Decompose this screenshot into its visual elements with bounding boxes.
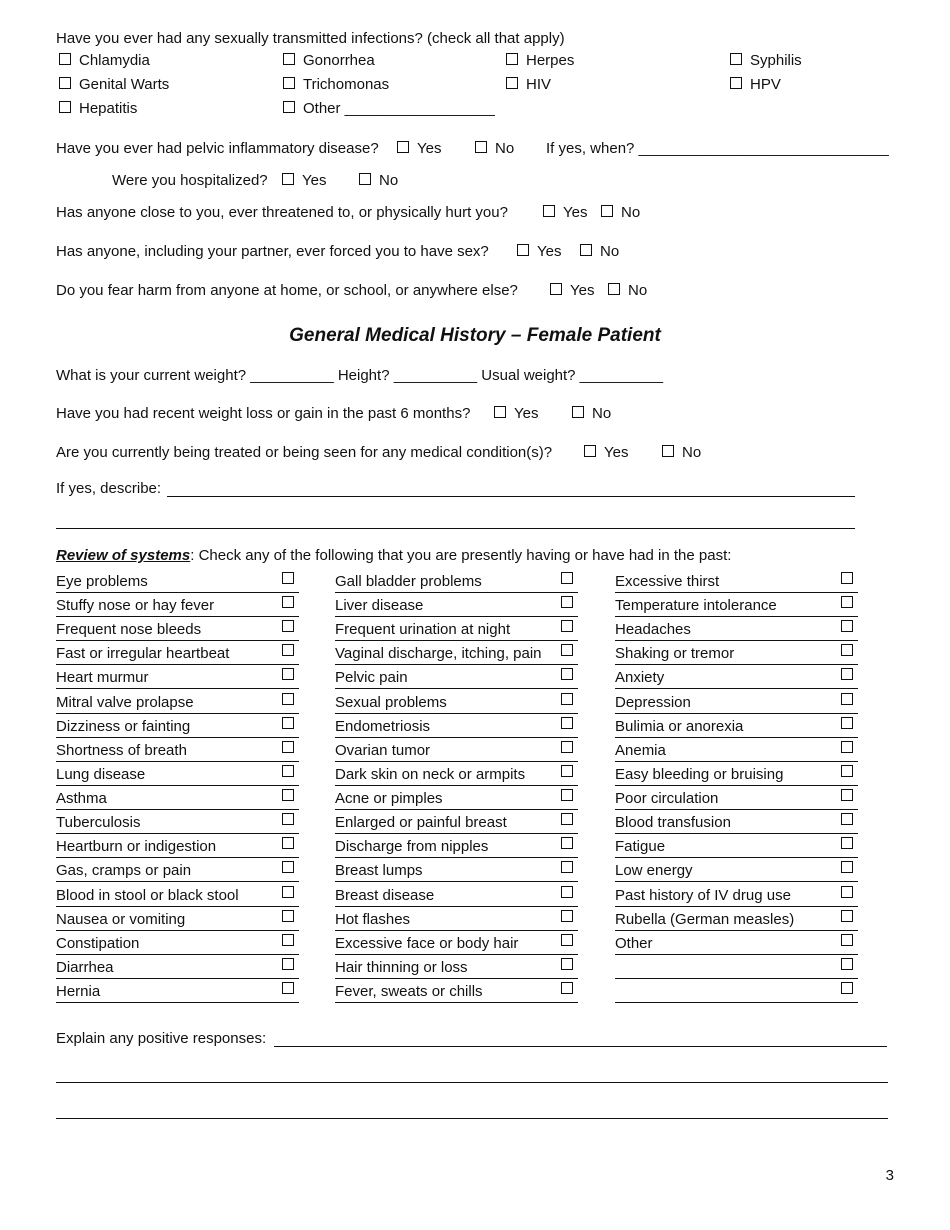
ros-item-label: Other bbox=[615, 934, 653, 952]
ros-item[interactable] bbox=[335, 909, 578, 931]
ros-item-label: Endometriosis bbox=[335, 717, 431, 735]
ros-item-label: Fever, sweats or chills bbox=[335, 983, 483, 1001]
ros-item-checkbox[interactable] bbox=[841, 693, 853, 705]
ros-item[interactable] bbox=[615, 957, 858, 979]
treated-yes-checkbox[interactable] bbox=[584, 445, 596, 457]
ros-item[interactable] bbox=[615, 692, 858, 714]
ros-item-label: Gas, cramps or pain bbox=[56, 862, 192, 880]
ros-item-underline bbox=[335, 1002, 578, 1003]
ros-item-label: Breast lumps bbox=[335, 862, 423, 880]
ros-item-label: Poor circulation bbox=[615, 790, 719, 808]
ros-item[interactable] bbox=[56, 933, 299, 955]
treated-yes-label: Yes bbox=[604, 444, 629, 461]
ros-item-label: Excessive thirst bbox=[615, 573, 720, 590]
sti-hiv-label: HIV bbox=[526, 76, 552, 93]
pid-yes-checkbox[interactable] bbox=[397, 141, 409, 153]
ros-item-label: Frequent nose bleeds bbox=[56, 621, 202, 639]
ros-item[interactable] bbox=[56, 571, 299, 593]
hospitalized-no-label: No bbox=[379, 172, 399, 189]
ros-item-checkbox[interactable] bbox=[841, 668, 853, 680]
ros-instruction: Check any of the following that you are presently having or have had in the past: bbox=[194, 547, 732, 564]
ros-item-underline bbox=[56, 713, 299, 714]
ros-item[interactable] bbox=[615, 571, 858, 593]
ros-heading-title: Review of systems bbox=[56, 547, 191, 564]
ros-item[interactable] bbox=[56, 643, 299, 665]
ros-item-checkbox[interactable] bbox=[841, 861, 853, 873]
ros-item-underline bbox=[56, 809, 299, 810]
ros-item-checkbox[interactable] bbox=[561, 596, 573, 608]
pid-when-field[interactable]: If yes, when? ______________________________ bbox=[546, 140, 889, 157]
ros-item[interactable] bbox=[615, 860, 858, 882]
ros-item-underline bbox=[615, 664, 858, 665]
ros-item-checkbox[interactable] bbox=[561, 789, 573, 801]
ros-item-underline bbox=[335, 906, 578, 907]
ros-item-checkbox[interactable] bbox=[841, 982, 853, 994]
pid-yes-label: Yes bbox=[417, 140, 442, 157]
ros-item[interactable] bbox=[335, 740, 578, 762]
ros-item[interactable] bbox=[56, 957, 299, 979]
ros-item[interactable] bbox=[335, 764, 578, 786]
ros-item-label: Past history of IV drug use bbox=[615, 886, 791, 904]
ros-item-underline bbox=[56, 592, 299, 593]
ros-item-checkbox[interactable] bbox=[282, 837, 294, 849]
ros-item-label: Rubella (German measles) bbox=[615, 910, 795, 928]
sti-gonorrhea-label: Gonorrhea bbox=[303, 52, 375, 69]
ros-item-checkbox[interactable] bbox=[841, 741, 853, 753]
ros-item[interactable] bbox=[335, 571, 578, 593]
ros-item-label: Shaking or tremor bbox=[615, 645, 735, 663]
ros-item-label: Headaches bbox=[615, 621, 691, 639]
sti-question: Have you ever had any sexually transmitted infections? (check all that apply) bbox=[56, 30, 565, 47]
hospitalized-no-checkbox[interactable] bbox=[359, 173, 371, 185]
ros-item-label: Shortness of breath bbox=[56, 741, 187, 759]
ros-item[interactable] bbox=[335, 643, 578, 665]
weight-change-no-checkbox[interactable] bbox=[572, 406, 584, 418]
ros-item-underline bbox=[615, 809, 858, 810]
ros-item-underline bbox=[335, 978, 578, 979]
ros-item[interactable] bbox=[615, 595, 858, 617]
ros-item-checkbox[interactable] bbox=[282, 741, 294, 753]
ros-item-label: Hot flashes bbox=[335, 910, 411, 928]
ros-item-checkbox[interactable] bbox=[561, 886, 573, 898]
ros-item-label: Dark skin on neck or armpits bbox=[335, 765, 526, 783]
sti-syphilis-checkbox[interactable] bbox=[730, 53, 742, 65]
ros-item[interactable] bbox=[56, 667, 299, 689]
ros-item-checkbox[interactable] bbox=[561, 572, 573, 584]
pid-no-label: No bbox=[495, 140, 515, 157]
ros-item[interactable] bbox=[335, 860, 578, 882]
ros-item-label: Pelvic pain bbox=[335, 669, 408, 687]
ros-item-underline bbox=[335, 592, 578, 593]
ros-item-checkbox[interactable] bbox=[282, 644, 294, 656]
ros-item[interactable] bbox=[615, 981, 858, 1003]
ros-item-label: Tuberculosis bbox=[56, 814, 141, 832]
ros-item-checkbox[interactable] bbox=[282, 620, 294, 632]
ros-item-checkbox[interactable] bbox=[282, 717, 294, 729]
ros-item[interactable] bbox=[335, 812, 578, 834]
ros-item-underline bbox=[335, 616, 578, 617]
ros-item-label: Depression bbox=[615, 693, 691, 711]
threatened-yes-label: Yes bbox=[563, 204, 588, 221]
ros-item-checkbox[interactable] bbox=[561, 861, 573, 873]
ros-item-checkbox[interactable] bbox=[841, 934, 853, 946]
ros-item-underline bbox=[56, 978, 299, 979]
ros-item[interactable] bbox=[56, 860, 299, 882]
ros-item-underline bbox=[615, 906, 858, 907]
forced-yes-checkbox[interactable] bbox=[517, 244, 529, 256]
forced-question: Has anyone, including your partner, ever forced you to have sex? bbox=[56, 243, 489, 260]
ros-item[interactable] bbox=[615, 716, 858, 738]
explain-label: Explain any positive responses: bbox=[56, 1030, 267, 1047]
ros-item-checkbox[interactable] bbox=[841, 765, 853, 777]
forced-no-label: No bbox=[600, 243, 620, 260]
ros-item-underline bbox=[56, 881, 299, 882]
ros-item[interactable] bbox=[56, 716, 299, 738]
ros-item-label: Gall bladder problems bbox=[335, 573, 482, 590]
sti-hepatitis-checkbox[interactable] bbox=[59, 101, 71, 113]
sti-gonorrhea-checkbox[interactable] bbox=[283, 53, 295, 65]
ros-item-label: Fatigue bbox=[615, 838, 666, 856]
describe-line-1[interactable] bbox=[167, 496, 855, 497]
ros-item-label: Low energy bbox=[615, 862, 693, 880]
ros-item-underline bbox=[615, 688, 858, 689]
ros-item-underline bbox=[335, 785, 578, 786]
ros-item-label: Breast disease bbox=[335, 886, 435, 904]
treated-question: Are you currently being treated or being seen for any medical condition(s)? bbox=[56, 444, 553, 461]
ros-item-label: Sexual problems bbox=[335, 693, 447, 711]
fear-harm-no-checkbox[interactable] bbox=[608, 283, 620, 295]
ros-item-checkbox[interactable] bbox=[561, 910, 573, 922]
ros-item-label: Constipation bbox=[56, 934, 140, 952]
ros-item-label: Heartburn or indigestion bbox=[56, 838, 217, 856]
ros-item-underline bbox=[56, 688, 299, 689]
ros-item-label: Discharge from nipples bbox=[335, 838, 489, 856]
ros-item-checkbox[interactable] bbox=[841, 910, 853, 922]
sti-herpes-checkbox[interactable] bbox=[506, 53, 518, 65]
ros-item-label: Liver disease bbox=[335, 597, 424, 615]
ros-item-checkbox[interactable] bbox=[282, 596, 294, 608]
ros-item-checkbox[interactable] bbox=[282, 572, 294, 584]
forced-yes-label: Yes bbox=[537, 243, 562, 260]
ros-item-label: Diarrhea bbox=[56, 958, 114, 976]
ros-item-checkbox[interactable] bbox=[841, 596, 853, 608]
ros-item-checkbox[interactable] bbox=[282, 934, 294, 946]
ros-item-label: Temperature intolerance bbox=[615, 597, 777, 615]
ros-item-checkbox[interactable] bbox=[561, 717, 573, 729]
ros-item-underline bbox=[56, 857, 299, 858]
explain-line-2[interactable] bbox=[56, 1082, 888, 1083]
ros-item[interactable] bbox=[335, 885, 578, 907]
ros-item-checkbox[interactable] bbox=[841, 717, 853, 729]
explain-line-1[interactable] bbox=[274, 1046, 887, 1047]
ros-item-underline bbox=[335, 761, 578, 762]
ros-item-checkbox[interactable] bbox=[561, 813, 573, 825]
ros-item[interactable] bbox=[335, 619, 578, 641]
ros-item[interactable] bbox=[56, 885, 299, 907]
ros-item[interactable] bbox=[56, 692, 299, 714]
sti-chlamydia-checkbox[interactable] bbox=[59, 53, 71, 65]
ros-item-label: Nausea or vomiting bbox=[56, 910, 186, 928]
ros-item[interactable] bbox=[335, 836, 578, 858]
ros-item[interactable] bbox=[56, 981, 299, 1003]
ros-item[interactable] bbox=[335, 981, 578, 1003]
ros-item-underline bbox=[335, 713, 578, 714]
ros-item-checkbox[interactable] bbox=[561, 693, 573, 705]
ros-item-label: Fast or irregular heartbeat bbox=[56, 645, 230, 663]
ros-item-underline bbox=[615, 713, 858, 714]
describe-label: If yes, describe: bbox=[56, 480, 162, 497]
sti-trichomonas-label: Trichomonas bbox=[303, 76, 390, 93]
ros-item-label: Eye problems bbox=[56, 573, 148, 590]
ros-item-checkbox[interactable] bbox=[841, 572, 853, 584]
threatened-no-checkbox[interactable] bbox=[601, 205, 613, 217]
ros-item-label: Asthma bbox=[56, 790, 107, 808]
ros-item[interactable] bbox=[615, 740, 858, 762]
ros-item-checkbox[interactable] bbox=[282, 958, 294, 970]
hospitalized-question: Were you hospitalized? bbox=[112, 172, 268, 189]
ros-item-underline bbox=[335, 857, 578, 858]
ros-item-checkbox[interactable] bbox=[841, 789, 853, 801]
sti-hepatitis-label: Hepatitis bbox=[79, 100, 138, 117]
ros-item-underline bbox=[56, 616, 299, 617]
ros-item[interactable] bbox=[615, 836, 858, 858]
ros-item-label: Excessive face or body hair bbox=[335, 934, 519, 952]
sti-other-checkbox[interactable] bbox=[283, 101, 295, 113]
ros-item[interactable] bbox=[615, 885, 858, 907]
explain-line-3[interactable] bbox=[56, 1118, 888, 1119]
ros-item-checkbox[interactable] bbox=[841, 620, 853, 632]
weight-change-yes-label: Yes bbox=[514, 405, 539, 422]
ros-item[interactable] bbox=[56, 619, 299, 641]
section-title: General Medical History – Female Patient bbox=[289, 325, 661, 346]
threatened-yes-checkbox[interactable] bbox=[543, 205, 555, 217]
ros-item[interactable] bbox=[335, 788, 578, 810]
weight-change-no-label: No bbox=[592, 405, 612, 422]
ros-item-checkbox[interactable] bbox=[282, 668, 294, 680]
fear-harm-question: Do you fear harm from anyone at home, or school, or anywhere else? bbox=[56, 282, 518, 299]
ros-item[interactable] bbox=[615, 933, 858, 955]
sti-hiv-checkbox[interactable] bbox=[506, 77, 518, 89]
ros-item-checkbox[interactable] bbox=[561, 982, 573, 994]
ros-item-checkbox[interactable] bbox=[561, 765, 573, 777]
ros-item-checkbox[interactable] bbox=[282, 910, 294, 922]
ros-item-label: Vaginal discharge, itching, pain bbox=[335, 645, 542, 663]
ros-item-checkbox[interactable] bbox=[282, 861, 294, 873]
ros-item-underline bbox=[335, 833, 578, 834]
weight-change-yes-checkbox[interactable] bbox=[494, 406, 506, 418]
pid-no-checkbox[interactable] bbox=[475, 141, 487, 153]
sti-other-label[interactable]: Other __________________ bbox=[303, 100, 495, 117]
sti-genital-warts-checkbox[interactable] bbox=[59, 77, 71, 89]
treated-no-label: No bbox=[682, 444, 702, 461]
treated-no-checkbox[interactable] bbox=[662, 445, 674, 457]
ros-item-label: Dizziness or fainting bbox=[56, 717, 191, 735]
fear-harm-yes-checkbox[interactable] bbox=[550, 283, 562, 295]
ros-item-underline bbox=[615, 833, 858, 834]
ros-item-checkbox[interactable] bbox=[282, 982, 294, 994]
describe-line-2[interactable] bbox=[56, 528, 855, 529]
ros-item-underline bbox=[615, 857, 858, 858]
ros-item[interactable] bbox=[56, 836, 299, 858]
ros-item-label: Anemia bbox=[615, 741, 666, 759]
ros-item-label: Lung disease bbox=[56, 765, 146, 783]
ros-item[interactable] bbox=[615, 643, 858, 665]
ros-heading bbox=[56, 547, 731, 564]
ros-item-checkbox[interactable] bbox=[841, 837, 853, 849]
ros-item[interactable] bbox=[56, 764, 299, 786]
ros-item-checkbox[interactable] bbox=[561, 741, 573, 753]
ros-item-checkbox[interactable] bbox=[282, 789, 294, 801]
sti-genital-warts-label: Genital Warts bbox=[79, 76, 170, 93]
ros-item[interactable] bbox=[335, 716, 578, 738]
ros-item-checkbox[interactable] bbox=[282, 813, 294, 825]
fear-harm-no-label: No bbox=[628, 282, 648, 299]
ros-item-underline bbox=[56, 833, 299, 834]
ros-item-underline bbox=[335, 640, 578, 641]
fear-harm-yes-label: Yes bbox=[570, 282, 595, 299]
pid-question: Have you ever had pelvic inflammatory disease? bbox=[56, 140, 379, 157]
ros-item-checkbox[interactable] bbox=[561, 958, 573, 970]
ros-item-label: Hair thinning or loss bbox=[335, 958, 468, 976]
ros-item[interactable] bbox=[615, 909, 858, 931]
ros-item-underline bbox=[615, 640, 858, 641]
ros-item-label: Enlarged or painful breast bbox=[335, 814, 507, 832]
page-number: 3 bbox=[885, 1167, 894, 1184]
ros-item-underline bbox=[335, 954, 578, 955]
ros-item[interactable] bbox=[56, 740, 299, 762]
ros-item-underline bbox=[335, 930, 578, 931]
ros-item-underline bbox=[56, 1002, 299, 1003]
ros-item-underline bbox=[615, 881, 858, 882]
ros-item-checkbox[interactable] bbox=[561, 644, 573, 656]
ros-item-underline bbox=[335, 809, 578, 810]
ros-item-label: Ovarian tumor bbox=[335, 741, 431, 759]
sti-syphilis-label: Syphilis bbox=[750, 52, 802, 69]
ros-item-underline bbox=[56, 785, 299, 786]
weight-height-line[interactable]: What is your current weight? __________ Height? __________ Usual weight? __________ bbox=[56, 367, 664, 384]
ros-item-underline bbox=[56, 954, 299, 955]
ros-item[interactable] bbox=[56, 909, 299, 931]
sti-herpes-label: Herpes bbox=[526, 52, 575, 69]
ros-item[interactable] bbox=[56, 812, 299, 834]
ros-item-checkbox[interactable] bbox=[561, 934, 573, 946]
ros-item-underline bbox=[56, 664, 299, 665]
ros-item-checkbox[interactable] bbox=[561, 620, 573, 632]
ros-item-underline bbox=[615, 1002, 858, 1003]
ros-item-underline bbox=[56, 930, 299, 931]
sti-chlamydia-label: Chlamydia bbox=[79, 52, 150, 69]
ros-item-checkbox[interactable] bbox=[282, 886, 294, 898]
ros-item[interactable] bbox=[335, 667, 578, 689]
ros-item-checkbox[interactable] bbox=[841, 958, 853, 970]
sti-hpv-checkbox[interactable] bbox=[730, 77, 742, 89]
ros-item[interactable] bbox=[335, 692, 578, 714]
ros-item-underline bbox=[615, 930, 858, 931]
ros-item-underline bbox=[615, 737, 858, 738]
ros-item-underline bbox=[615, 592, 858, 593]
hospitalized-yes-label: Yes bbox=[302, 172, 327, 189]
forced-no-checkbox[interactable] bbox=[580, 244, 592, 256]
ros-item-label: Blood in stool or black stool bbox=[56, 886, 239, 904]
ros-item[interactable] bbox=[335, 957, 578, 979]
ros-item-underline bbox=[56, 737, 299, 738]
ros-item-checkbox[interactable] bbox=[841, 886, 853, 898]
ros-item-checkbox[interactable] bbox=[561, 837, 573, 849]
ros-item[interactable] bbox=[615, 812, 858, 834]
ros-item-underline bbox=[56, 640, 299, 641]
ros-item-label: Frequent urination at night bbox=[335, 621, 511, 639]
ros-item-label: Hernia bbox=[56, 983, 101, 1001]
ros-item-label: Acne or pimples bbox=[335, 790, 443, 808]
ros-item[interactable] bbox=[56, 595, 299, 617]
ros-item-underline bbox=[335, 664, 578, 665]
ros-item-underline bbox=[335, 881, 578, 882]
threatened-question: Has anyone close to you, ever threatened to, or physically hurt you? bbox=[56, 204, 508, 221]
ros-item-checkbox[interactable] bbox=[841, 644, 853, 656]
ros-item-underline bbox=[615, 761, 858, 762]
ros-item-checkbox[interactable] bbox=[282, 765, 294, 777]
sti-hpv-label: HPV bbox=[750, 76, 781, 93]
hospitalized-yes-checkbox[interactable] bbox=[282, 173, 294, 185]
ros-item-underline bbox=[615, 978, 858, 979]
threatened-no-label: No bbox=[621, 204, 641, 221]
ros-item-checkbox[interactable] bbox=[282, 693, 294, 705]
ros-item-underline bbox=[615, 954, 858, 955]
ros-item[interactable] bbox=[615, 788, 858, 810]
ros-item[interactable] bbox=[56, 788, 299, 810]
ros-item-label: Bulimia or anorexia bbox=[615, 717, 744, 735]
ros-item-underline bbox=[615, 785, 858, 786]
ros-item[interactable] bbox=[335, 595, 578, 617]
ros-item-underline bbox=[335, 737, 578, 738]
ros-item[interactable] bbox=[615, 619, 858, 641]
ros-item-label: Easy bleeding or bruising bbox=[615, 765, 784, 783]
ros-item[interactable] bbox=[615, 667, 858, 689]
weight-change-question: Have you had recent weight loss or gain in the past 6 months? bbox=[56, 405, 471, 422]
sti-trichomonas-checkbox[interactable] bbox=[283, 77, 295, 89]
ros-item-label: Mitral valve prolapse bbox=[56, 693, 194, 711]
ros-item-underline bbox=[615, 616, 858, 617]
ros-item-label: Heart murmur bbox=[56, 669, 149, 687]
ros-item-checkbox[interactable] bbox=[841, 813, 853, 825]
ros-item-underline bbox=[56, 761, 299, 762]
ros-heading-colon: : bbox=[190, 547, 195, 564]
ros-item-underline bbox=[56, 906, 299, 907]
ros-item-label: Stuffy nose or hay fever bbox=[56, 597, 215, 615]
ros-item-label: Blood transfusion bbox=[615, 814, 731, 832]
ros-item-checkbox[interactable] bbox=[561, 668, 573, 680]
ros-item-underline bbox=[335, 688, 578, 689]
ros-item-label: Anxiety bbox=[615, 669, 665, 687]
ros-item[interactable] bbox=[335, 933, 578, 955]
ros-item[interactable] bbox=[615, 764, 858, 786]
